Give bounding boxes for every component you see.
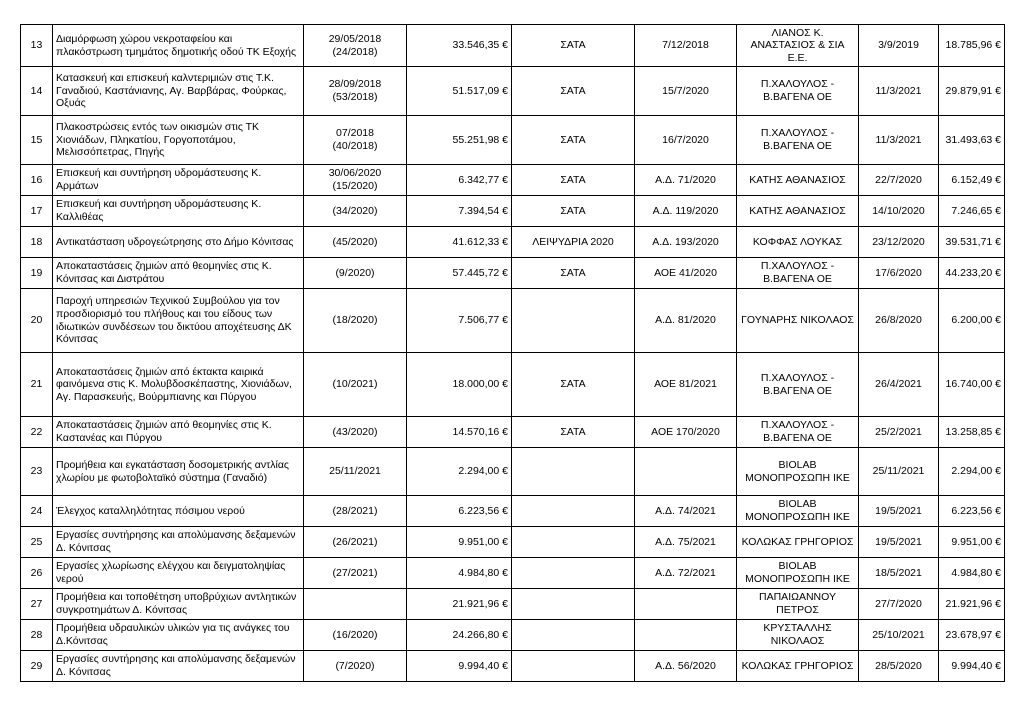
- decision-reference: ΑΟΕ 81/2021: [635, 353, 737, 417]
- row-number: 14: [21, 67, 53, 116]
- table-row: [21, 620, 1005, 651]
- decision-reference: Α.Δ. 72/2021: [635, 558, 737, 589]
- approval-date: (7/2020): [304, 651, 407, 682]
- budget-amount: 7.394,54 €: [407, 196, 512, 227]
- row-number: 15: [21, 116, 53, 165]
- contractor-name: ΚΑΤΗΣ ΑΘΑΝΑΣΙΟΣ: [737, 165, 859, 196]
- contract-amount: 6.223,56 €: [939, 496, 1005, 527]
- project-title: Αποκαταστάσεις ζημιών από θεομηνίες στις Κ. Κόνιτσας και Διστράτου: [53, 258, 304, 289]
- row-number: 22: [21, 417, 53, 448]
- contract-amount: 21.921,96 €: [939, 589, 1005, 620]
- approval-date: 29/05/2018 (24/2018): [304, 25, 407, 67]
- decision-reference: Α.Δ. 71/2020: [635, 165, 737, 196]
- works-table: [20, 24, 1005, 682]
- contract-amount: 39.531,71 €: [939, 227, 1005, 258]
- decision-reference: Α.Δ. 56/2020: [635, 651, 737, 682]
- project-title: Επισκευή και συντήρηση υδρομάστευσης Κ. Αρμάτων: [53, 165, 304, 196]
- contract-date: 25/11/2021: [859, 448, 939, 496]
- decision-reference: 16/7/2020: [635, 116, 737, 165]
- budget-amount: 14.570,16 €: [407, 417, 512, 448]
- table-row: [21, 589, 1005, 620]
- row-number: 27: [21, 589, 53, 620]
- decision-reference: Α.Δ. 81/2020: [635, 289, 737, 353]
- table-row: [21, 258, 1005, 289]
- approval-date: (27/2021): [304, 558, 407, 589]
- decision-reference: Α.Δ. 119/2020: [635, 196, 737, 227]
- contract-date: 19/5/2021: [859, 527, 939, 558]
- table-row: [21, 448, 1005, 496]
- contractor-name: Π.ΧΑΛΟΥΛΟΣ - Β.ΒΑΓΕΝΑ ΟΕ: [737, 353, 859, 417]
- project-title: Πλακοστρώσεις εντός των οικισμών στις ΤΚ Χιονιάδων, Πληκατίου, Γοργοποτάμου, Μελισσόπετρας, Πηγής: [53, 116, 304, 165]
- budget-amount: 6.223,56 €: [407, 496, 512, 527]
- contract-amount: 7.246,65 €: [939, 196, 1005, 227]
- budget-amount: 21.921,96 €: [407, 589, 512, 620]
- project-title: Προμήθεια και τοποθέτηση υποβρύχιων αντλητικών συγκροτημάτων Δ. Κόνιτσας: [53, 589, 304, 620]
- decision-reference: Α.Δ. 193/2020: [635, 227, 737, 258]
- decision-reference: 7/12/2018: [635, 25, 737, 67]
- contract-amount: 16.740,00 €: [939, 353, 1005, 417]
- project-title: Παροχή υπηρεσιών Τεχνικού Συμβούλου για τον προσδιορισμό του πλήθους και του είδους των ιδιωτικών συνδέσεων του δικτύου αποχέτευσης ΔΚ Κόνιτσας: [53, 289, 304, 353]
- budget-amount: 24.266,80 €: [407, 620, 512, 651]
- funding-source: ΣΑΤΑ: [512, 165, 635, 196]
- contract-date: 17/6/2020: [859, 258, 939, 289]
- budget-amount: 2.294,00 €: [407, 448, 512, 496]
- row-number: 21: [21, 353, 53, 417]
- contract-date: 19/5/2021: [859, 496, 939, 527]
- contract-date: 26/8/2020: [859, 289, 939, 353]
- budget-amount: 9.951,00 €: [407, 527, 512, 558]
- approval-date: 28/09/2018 (53/2018): [304, 67, 407, 116]
- contract-amount: 31.493,63 €: [939, 116, 1005, 165]
- approval-date: 07/2018 (40/2018): [304, 116, 407, 165]
- budget-amount: 18.000,00 €: [407, 353, 512, 417]
- budget-amount: 6.342,77 €: [407, 165, 512, 196]
- contract-amount: 13.258,85 €: [939, 417, 1005, 448]
- decision-reference: Α.Δ. 74/2021: [635, 496, 737, 527]
- approval-date: (26/2021): [304, 527, 407, 558]
- table-row: [21, 417, 1005, 448]
- funding-source: ΣΑΤΑ: [512, 353, 635, 417]
- contractor-name: Π.ΧΑΛΟΥΛΟΣ - Β.ΒΑΓΕΝΑ ΟΕ: [737, 116, 859, 165]
- table-row: [21, 227, 1005, 258]
- contractor-name: ΛΙΑΝΟΣ Κ. ΑΝΑΣΤΑΣΙΟΣ & ΣΙΑ Ε.Ε.: [737, 25, 859, 67]
- project-title: Διαμόρφωση χώρου νεκροταφείου και πλακόστρωση τμημάτος δημοτικής οδού ΤΚ Εξοχής: [53, 25, 304, 67]
- contract-amount: 9.951,00 €: [939, 527, 1005, 558]
- funding-source: ΣΑΤΑ: [512, 116, 635, 165]
- row-number: 16: [21, 165, 53, 196]
- budget-amount: 4.984,80 €: [407, 558, 512, 589]
- contract-date: 3/9/2019: [859, 25, 939, 67]
- funding-source: [512, 651, 635, 682]
- row-number: 13: [21, 25, 53, 67]
- contractor-name: ΠΑΠΑΙΩΑΝΝΟΥ ΠΕΤΡΟΣ: [737, 589, 859, 620]
- project-title: Εργασίες συντήρησης και απολύμανσης δεξαμενών Δ. Κόνιτσας: [53, 527, 304, 558]
- funding-source: ΣΑΤΑ: [512, 196, 635, 227]
- table-row: [21, 289, 1005, 353]
- contractor-name: BIOLAB ΜΟΝΟΠΡΟΣΩΠΗ ΙΚΕ: [737, 558, 859, 589]
- contract-date: 23/12/2020: [859, 227, 939, 258]
- funding-source: [512, 589, 635, 620]
- funding-source: [512, 620, 635, 651]
- budget-amount: 9.994,40 €: [407, 651, 512, 682]
- table-row: [21, 651, 1005, 682]
- table-row: [21, 116, 1005, 165]
- contract-date: 25/10/2021: [859, 620, 939, 651]
- table-row: [21, 165, 1005, 196]
- contract-date: 18/5/2021: [859, 558, 939, 589]
- budget-amount: 41.612,33 €: [407, 227, 512, 258]
- contractor-name: ΚΡΥΣΤΑΛΛΗΣ ΝΙΚΟΛΑΟΣ: [737, 620, 859, 651]
- contract-date: 26/4/2021: [859, 353, 939, 417]
- decision-reference: [635, 620, 737, 651]
- table-row: [21, 353, 1005, 417]
- row-number: 24: [21, 496, 53, 527]
- approval-date: (16/2020): [304, 620, 407, 651]
- approval-date: 30/06/2020 (15/2020): [304, 165, 407, 196]
- decision-reference: ΑΟΕ 170/2020: [635, 417, 737, 448]
- table-row: [21, 67, 1005, 116]
- contractor-name: ΚΟΦΦΑΣ ΛΟΥΚΑΣ: [737, 227, 859, 258]
- contractor-name: BIOLAB ΜΟΝΟΠΡΟΣΩΠΗ ΙΚΕ: [737, 448, 859, 496]
- funding-source: [512, 496, 635, 527]
- contract-amount: 9.994,40 €: [939, 651, 1005, 682]
- row-number: 26: [21, 558, 53, 589]
- contract-amount: 4.984,80 €: [939, 558, 1005, 589]
- project-title: Έλεγχος καταλληλότητας πόσιμου νερού: [53, 496, 304, 527]
- budget-amount: 57.445,72 €: [407, 258, 512, 289]
- contract-amount: 18.785,96 €: [939, 25, 1005, 67]
- project-title: Αποκαταστάσεις ζημιών από θεομηνίες στις Κ. Καστανέας και Πύργου: [53, 417, 304, 448]
- row-number: 18: [21, 227, 53, 258]
- budget-amount: 51.517,09 €: [407, 67, 512, 116]
- row-number: 29: [21, 651, 53, 682]
- project-title: Κατασκευή και επισκευή καλντεριμιών στις Τ.Κ. Γαναδιού, Καστάνιανης, Αγ. Βαρβάρας, Φούρκας, Οξυάς: [53, 67, 304, 116]
- project-title: Προμήθεια και εγκατάσταση δοσομετρικής αντλίας χλωρίου με φωτοβολταϊκό σύστημα (Γαναδιό): [53, 448, 304, 496]
- row-number: 19: [21, 258, 53, 289]
- project-title: Αντικατάσταση υδρογεώτρησης στο Δήμο Κόνιτσας: [53, 227, 304, 258]
- decision-reference: ΑΟΕ 41/2020: [635, 258, 737, 289]
- contract-date: 27/7/2020: [859, 589, 939, 620]
- contract-date: 14/10/2020: [859, 196, 939, 227]
- decision-reference: Α.Δ. 75/2021: [635, 527, 737, 558]
- contractor-name: Π.ΧΑΛΟΥΛΟΣ - Β.ΒΑΓΕΝΑ ΟΕ: [737, 67, 859, 116]
- funding-source: [512, 289, 635, 353]
- budget-amount: 33.546,35 €: [407, 25, 512, 67]
- row-number: 20: [21, 289, 53, 353]
- approval-date: (34/2020): [304, 196, 407, 227]
- table-row: [21, 527, 1005, 558]
- contract-amount: 23.678,97 €: [939, 620, 1005, 651]
- contract-amount: 2.294,00 €: [939, 448, 1005, 496]
- project-title: Προμήθεια υδραυλικών υλικών για τις ανάγκες του Δ.Κόνιτσας: [53, 620, 304, 651]
- contract-amount: 44.233,20 €: [939, 258, 1005, 289]
- approval-date: (45/2020): [304, 227, 407, 258]
- row-number: 28: [21, 620, 53, 651]
- row-number: 23: [21, 448, 53, 496]
- approval-date: 25/11/2021: [304, 448, 407, 496]
- table-body: [21, 25, 1005, 682]
- contract-date: 11/3/2021: [859, 67, 939, 116]
- contract-date: 25/2/2021: [859, 417, 939, 448]
- project-title: Εργασίες χλωρίωσης ελέγχου και δειγματοληψίας νερού: [53, 558, 304, 589]
- row-number: 25: [21, 527, 53, 558]
- approval-date: [304, 589, 407, 620]
- table-row: [21, 558, 1005, 589]
- decision-reference: [635, 448, 737, 496]
- contractor-name: Π.ΧΑΛΟΥΛΟΣ - Β.ΒΑΓΕΝΑ ΟΕ: [737, 258, 859, 289]
- funding-source: [512, 558, 635, 589]
- project-title: Αποκαταστάσεις ζημιών από έκτακτα καιρικά φαινόμενα στις Κ. Μολυβδοσκέπαστης, Χιονιάδων, Αγ. Παρασκευής, Βούρμπιανης και Πύργου: [53, 353, 304, 417]
- contractor-name: ΚΑΤΗΣ ΑΘΑΝΑΣΙΟΣ: [737, 196, 859, 227]
- approval-date: (9/2020): [304, 258, 407, 289]
- funding-source: ΣΑΤΑ: [512, 25, 635, 67]
- contract-amount: 29.879,91 €: [939, 67, 1005, 116]
- approval-date: (18/2020): [304, 289, 407, 353]
- approval-date: (28/2021): [304, 496, 407, 527]
- funding-source: ΣΑΤΑ: [512, 258, 635, 289]
- contract-date: 22/7/2020: [859, 165, 939, 196]
- funding-source: ΛΕΙΨΥΔΡΙΑ 2020: [512, 227, 635, 258]
- funding-source: [512, 527, 635, 558]
- table-row: [21, 196, 1005, 227]
- approval-date: (10/2021): [304, 353, 407, 417]
- contractor-name: Π.ΧΑΛΟΥΛΟΣ - Β.ΒΑΓΕΝΑ ΟΕ: [737, 417, 859, 448]
- budget-amount: 55.251,98 €: [407, 116, 512, 165]
- contractor-name: BIOLAB ΜΟΝΟΠΡΟΣΩΠΗ ΙΚΕ: [737, 496, 859, 527]
- contractor-name: ΓΟΥΝΑΡΗΣ ΝΙΚΟΛΑΟΣ: [737, 289, 859, 353]
- table-row: [21, 25, 1005, 67]
- contract-amount: 6.200,00 €: [939, 289, 1005, 353]
- decision-reference: [635, 589, 737, 620]
- approval-date: (43/2020): [304, 417, 407, 448]
- project-title: Επισκευή και συντήρηση υδρομάστευσης Κ. Καλλιθέας: [53, 196, 304, 227]
- funding-source: ΣΑΤΑ: [512, 417, 635, 448]
- row-number: 17: [21, 196, 53, 227]
- funding-source: ΣΑΤΑ: [512, 67, 635, 116]
- contract-amount: 6.152,49 €: [939, 165, 1005, 196]
- contractor-name: ΚΟΛΩΚΑΣ ΓΡΗΓΟΡΙΟΣ: [737, 651, 859, 682]
- funding-source: [512, 448, 635, 496]
- contract-date: 11/3/2021: [859, 116, 939, 165]
- budget-amount: 7.506,77 €: [407, 289, 512, 353]
- contract-date: 28/5/2020: [859, 651, 939, 682]
- contractor-name: ΚΟΛΩΚΑΣ ΓΡΗΓΟΡΙΟΣ: [737, 527, 859, 558]
- table-row: [21, 496, 1005, 527]
- project-title: Εργασίες συντήρησης και απολύμανσης δεξαμενών Δ. Κόνιτσας: [53, 651, 304, 682]
- decision-reference: 15/7/2020: [635, 67, 737, 116]
